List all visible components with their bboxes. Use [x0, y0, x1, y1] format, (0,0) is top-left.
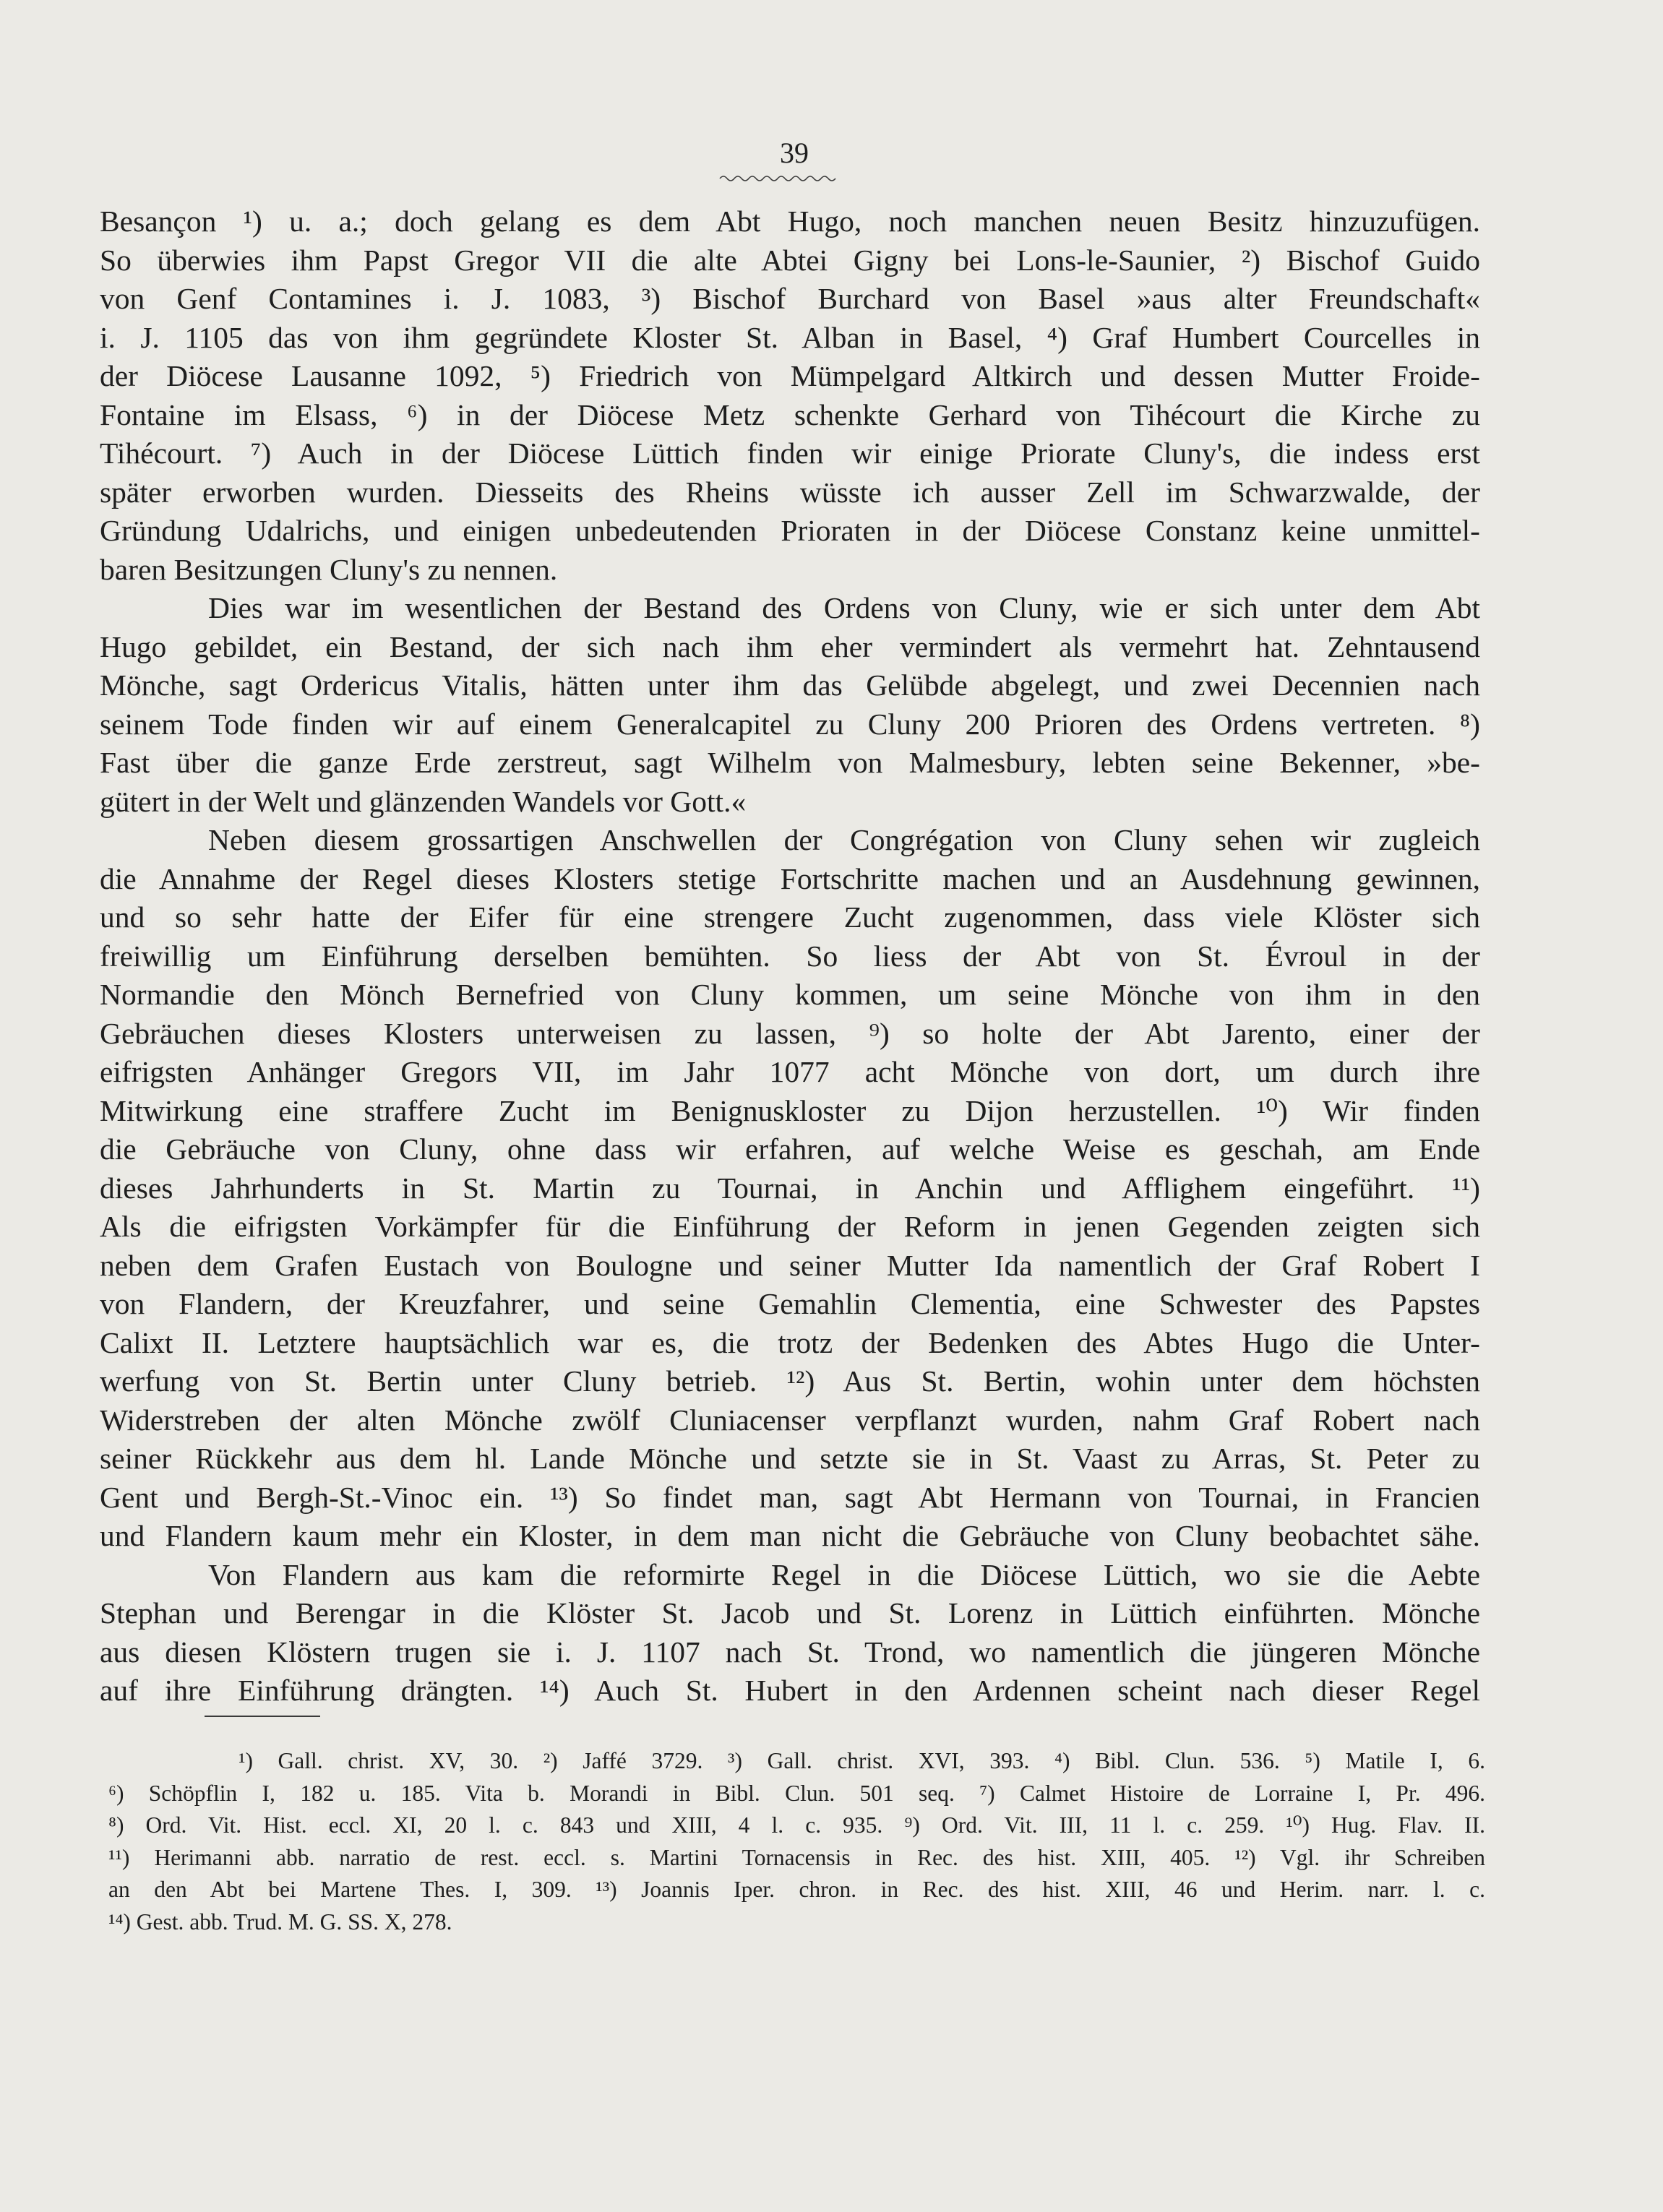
text-line: Hugo gebildet, ein Bestand, der sich nach ihm eher vermindert als vermehrt hat. Zehntausend	[100, 629, 1480, 663]
text-line: Stephan und Berengar in die Klöster St. Jacob und St. Lorenz in Lüttich einführten. Mönche	[100, 1596, 1480, 1630]
text-line: Gebräuchen dieses Klosters unterweisen zu lassen, ⁹) so holte der Abt Jarento, einer der	[100, 1016, 1480, 1050]
text-line: seiner Rückkehr aus dem hl. Lande Mönche und setzte sie in St. Vaast zu Arras, St. Peter zu	[100, 1442, 1480, 1475]
text-line: gütert in der Welt und glänzenden Wandels vor Gott.«	[100, 784, 747, 818]
text-line: auf ihre Einführung drängten. ¹⁴) Auch St. Hubert in den Ardennen scheint nach dieser Regel	[100, 1674, 1480, 1707]
text-line: Gent und Bergh-St.-Vinoc ein. ¹³) So findet man, sagt Abt Hermann von Tournai, in Francien	[100, 1480, 1480, 1514]
text-line: werfung von St. Bertin unter Cluny betrieb. ¹²) Aus St. Bertin, wohin unter dem höchsten	[100, 1364, 1480, 1398]
text-line: Dies war im wesentlichen der Bestand des Ordens von Cluny, wie er sich unter dem Abt	[208, 591, 1480, 624]
text-line: Neben diesem grossartigen Anschwellen der Congrégation von Cluny sehen wir zugleich	[208, 823, 1480, 856]
footnote-line: ¹) Gall. christ. XV, 30. ²) Jaffé 3729. ³) Gall. christ. XVI, 393. ⁴) Bibl. Clun. 536. ⁵) Matile I, 6.	[239, 1748, 1485, 1773]
footnote-line: an den Abt bei Martene Thes. I, 309. ¹³) Joannis Iper. chron. in Rec. des hist. XIII, 46 und Herim. narr. l. c.	[108, 1877, 1485, 1902]
text-line: der Diöcese Lausanne 1092, ⁵) Friedrich von Mümpelgard Altkirch und dessen Mutter Froide-	[100, 359, 1480, 392]
text-line: Mönche, sagt Ordericus Vitalis, hätten unter ihm das Gelübde abgelegt, und zwei Decennien nach	[100, 668, 1480, 702]
text-line: dieses Jahrhunderts in St. Martin zu Tournai, in Anchin und Afflighem eingeführt. ¹¹)	[100, 1171, 1480, 1205]
text-line: seinem Tode finden wir auf einem Generalcapitel zu Cluny 200 Prioren des Ordens vertreten. ⁸)	[100, 707, 1480, 741]
text-line: Als die eifrigsten Vorkämpfer für die Einführung der Reform in jenen Gegenden zeigten sich	[100, 1210, 1480, 1243]
text-line: Gründung Udalrichs, und einigen unbedeutenden Prioraten in der Diöcese Constanz keine unmittel-	[100, 514, 1480, 547]
page-number: 39	[780, 137, 809, 169]
text-line: Fast über die ganze Erde zerstreut, sagt Wilhelm von Malmesbury, lebten seine Bekenner, »be-	[100, 746, 1480, 779]
text-line: aus diesen Klöstern trugen sie i. J. 1107 nach St. Trond, wo namentlich die jüngeren Mönche	[100, 1635, 1480, 1669]
footnote-line: ⁸) Ord. Vit. Hist. eccl. XI, 20 l. c. 843 und XIII, 4 l. c. 935. ⁹) Ord. Vit. III, 11 l. c. 259. ¹⁰) Hug. Flav. II.	[108, 1812, 1485, 1838]
page-number-flourish	[718, 173, 838, 184]
text-line: Normandie den Mönch Bernefried von Cluny kommen, um seine Mönche von ihm in den	[100, 978, 1480, 1011]
text-line: baren Besitzungen Cluny's zu nennen.	[100, 552, 558, 586]
text-line: Von Flandern aus kam die reformirte Regel in die Diöcese Lüttich, wo sie die Aebte	[208, 1557, 1480, 1591]
text-line: neben dem Grafen Eustach von Boulogne und seiner Mutter Ida namentlich der Graf Robert I	[100, 1248, 1480, 1282]
footnotes	[108, 1745, 1485, 1938]
text-line: eifrigsten Anhänger Gregors VII, im Jahr 1077 acht Mönche von dort, um durch ihre	[100, 1055, 1480, 1088]
text-line: Fontaine im Elsass, ⁶) in der Diöcese Metz schenkte Gerhard von Tihécourt die Kirche zu	[100, 397, 1480, 431]
footnote-line: ¹¹) Herimanni abb. narratio de rest. eccl. s. Martini Tornacensis in Rec. des hist. XIII, 405. ¹²) Vgl. ihr Schreiben	[108, 1844, 1485, 1870]
footnote-line: ¹⁴) Gest. abb. Trud. M. G. SS. X, 278.	[108, 1908, 452, 1935]
text-line: i. J. 1105 das von ihm gegründete Kloster St. Alban in Basel, ⁴) Graf Humbert Courcelles in	[100, 320, 1480, 354]
text-line: von Genf Contamines i. J. 1083, ³) Bischof Burchard von Basel »aus alter Freundschaft«	[100, 282, 1480, 315]
text-line: später erworben wurden. Diesseits des Rheins wüsste ich ausser Zell im Schwarzwalde, der	[100, 475, 1480, 509]
text-line: freiwillig um Einführung derselben bemühten. So liess der Abt von St. Évroul in der	[100, 939, 1480, 973]
text-line: Besançon ¹) u. a.; doch gelang es dem Abt Hugo, noch manchen neuen Besitz hinzuzufügen.	[100, 205, 1480, 238]
main-text	[100, 202, 1480, 1710]
text-line: und Flandern kaum mehr ein Kloster, in dem man nicht die Gebräuche von Cluny beobachtet sähe.	[100, 1519, 1480, 1552]
text-line: Mitwirkung eine straffere Zucht im Benignuskloster zu Dijon herzustellen. ¹⁰) Wir finden	[100, 1093, 1480, 1127]
text-line: die Annahme der Regel dieses Klosters stetige Fortschritte machen und an Ausdehnung gewinnen,	[100, 861, 1480, 895]
footnote-line: ⁶) Schöpflin I, 182 u. 185. Vita b. Morandi in Bibl. Clun. 501 seq. ⁷) Calmet Histoire de Lorraine I, Pr. 496.	[108, 1780, 1485, 1806]
footnote-divider	[205, 1716, 320, 1717]
text-line: So überwies ihm Papst Gregor VII die alte Abtei Gigny bei Lons-le-Saunier, ²) Bischof Guido	[100, 243, 1480, 277]
text-line: Tihécourt. ⁷) Auch in der Diöcese Lüttich finden wir einige Priorate Cluny's, die indess erst	[100, 436, 1480, 470]
text-line: von Flandern, der Kreuzfahrer, und seine Gemahlin Clementia, eine Schwester des Papstes	[100, 1287, 1480, 1320]
text-line: und so sehr hatte der Eifer für eine strengere Zucht zugenommen, dass viele Klöster sich	[100, 900, 1480, 934]
text-line: Calixt II. Letztere hauptsächlich war es, die trotz der Bedenken des Abtes Hugo die Unter-	[100, 1325, 1480, 1359]
text-line: die Gebräuche von Cluny, ohne dass wir erfahren, auf welche Weise es geschah, am Ende	[100, 1132, 1480, 1166]
text-line: Widerstreben der alten Mönche zwölf Cluniacenser verpflanzt wurden, nahm Graf Robert nach	[100, 1403, 1480, 1437]
